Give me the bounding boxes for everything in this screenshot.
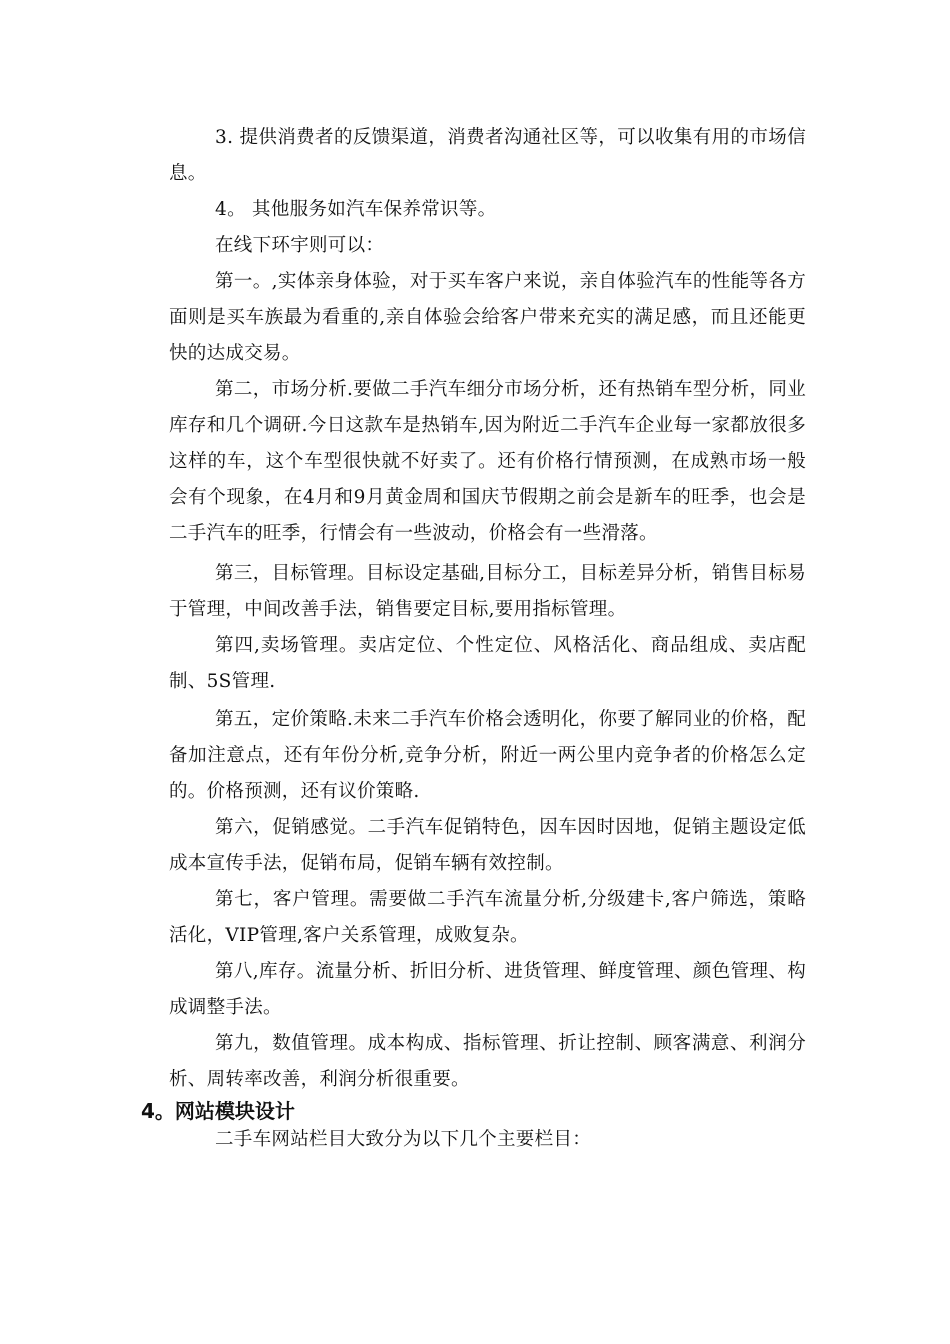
paragraph-point-1: 第一。,实体亲身体验，对于买车客户来说，亲自体验汽车的性能等各方面则是买车族最为看重的,亲自体验会给客户带来充实的满足感，而且还能更快的达成交易。 — [169, 271, 806, 364]
paragraph-point-6: 第六，促销感觉。二手汽车促销特色，因车因时因地，促销主题设定低成本宣传手法，促销布局，促销车辆有效控制。 — [169, 817, 806, 874]
paragraph-offline-intro: 在线下环宇则可以： — [215, 235, 385, 256]
paragraph-other-services: 4。 其他服务如汽车保养常识等。 — [215, 199, 497, 220]
paragraph-feedback-channel: 3. 提供消费者的反馈渠道，消费者沟通社区等，可以收集有用的市场信息。 — [169, 127, 806, 184]
paragraph-site-columns: 二手车网站栏目大致分为以下几个主要栏目： — [215, 1129, 592, 1150]
paragraph-point-4: 第四,卖场管理。卖店定位、个性定位、风格活化、商品组成、卖店配制、5S管理. — [169, 635, 806, 692]
paragraph-point-9: 第九，数值管理。成本构成、指标管理、折让控制、顾客满意、利润分析、周转率改善，利润分析很重要。 — [169, 1033, 806, 1090]
paragraph-point-7: 第七，客户管理。需要做二手汽车流量分析,分级建卡,客户筛选，策略活化，VIP管理,客户关系管理，成败复杂。 — [169, 889, 806, 946]
paragraph-point-3: 第三，目标管理。目标设定基础,目标分工，目标差异分析，销售目标易于管理，中间改善手法，销售要定目标,要用指标管理。 — [169, 563, 806, 620]
section-heading: 4。网站模块设计 — [141, 1099, 295, 1123]
paragraph-point-2: 第二，市场分析.要做二手汽车细分市场分析，还有热销车型分析，同业库存和几个调研.今日这款车是热销车,因为附近二手汽车企业每一家都放很多这样的车，这个车型很快就不好卖了。还有价格行情预测，在成熟市场一般会有个现象，在4月和9月黄金周和国庆节假期之前会是新车的旺季，也会是二手汽车的旺季，行情会有一些波动，价格会有一些滑落。 — [169, 379, 806, 544]
paragraph-point-8: 第八,库存。流量分析、折旧分析、进货管理、鲜度管理、颜色管理、构成调整手法。 — [169, 961, 806, 1018]
paragraph-point-5: 第五，定价策略.未来二手汽车价格会透明化，你要了解同业的价格，配备加注意点，还有年份分析,竞争分析，附近一两公里内竞争者的价格怎么定的。价格预测，还有议价策略. — [169, 709, 806, 802]
